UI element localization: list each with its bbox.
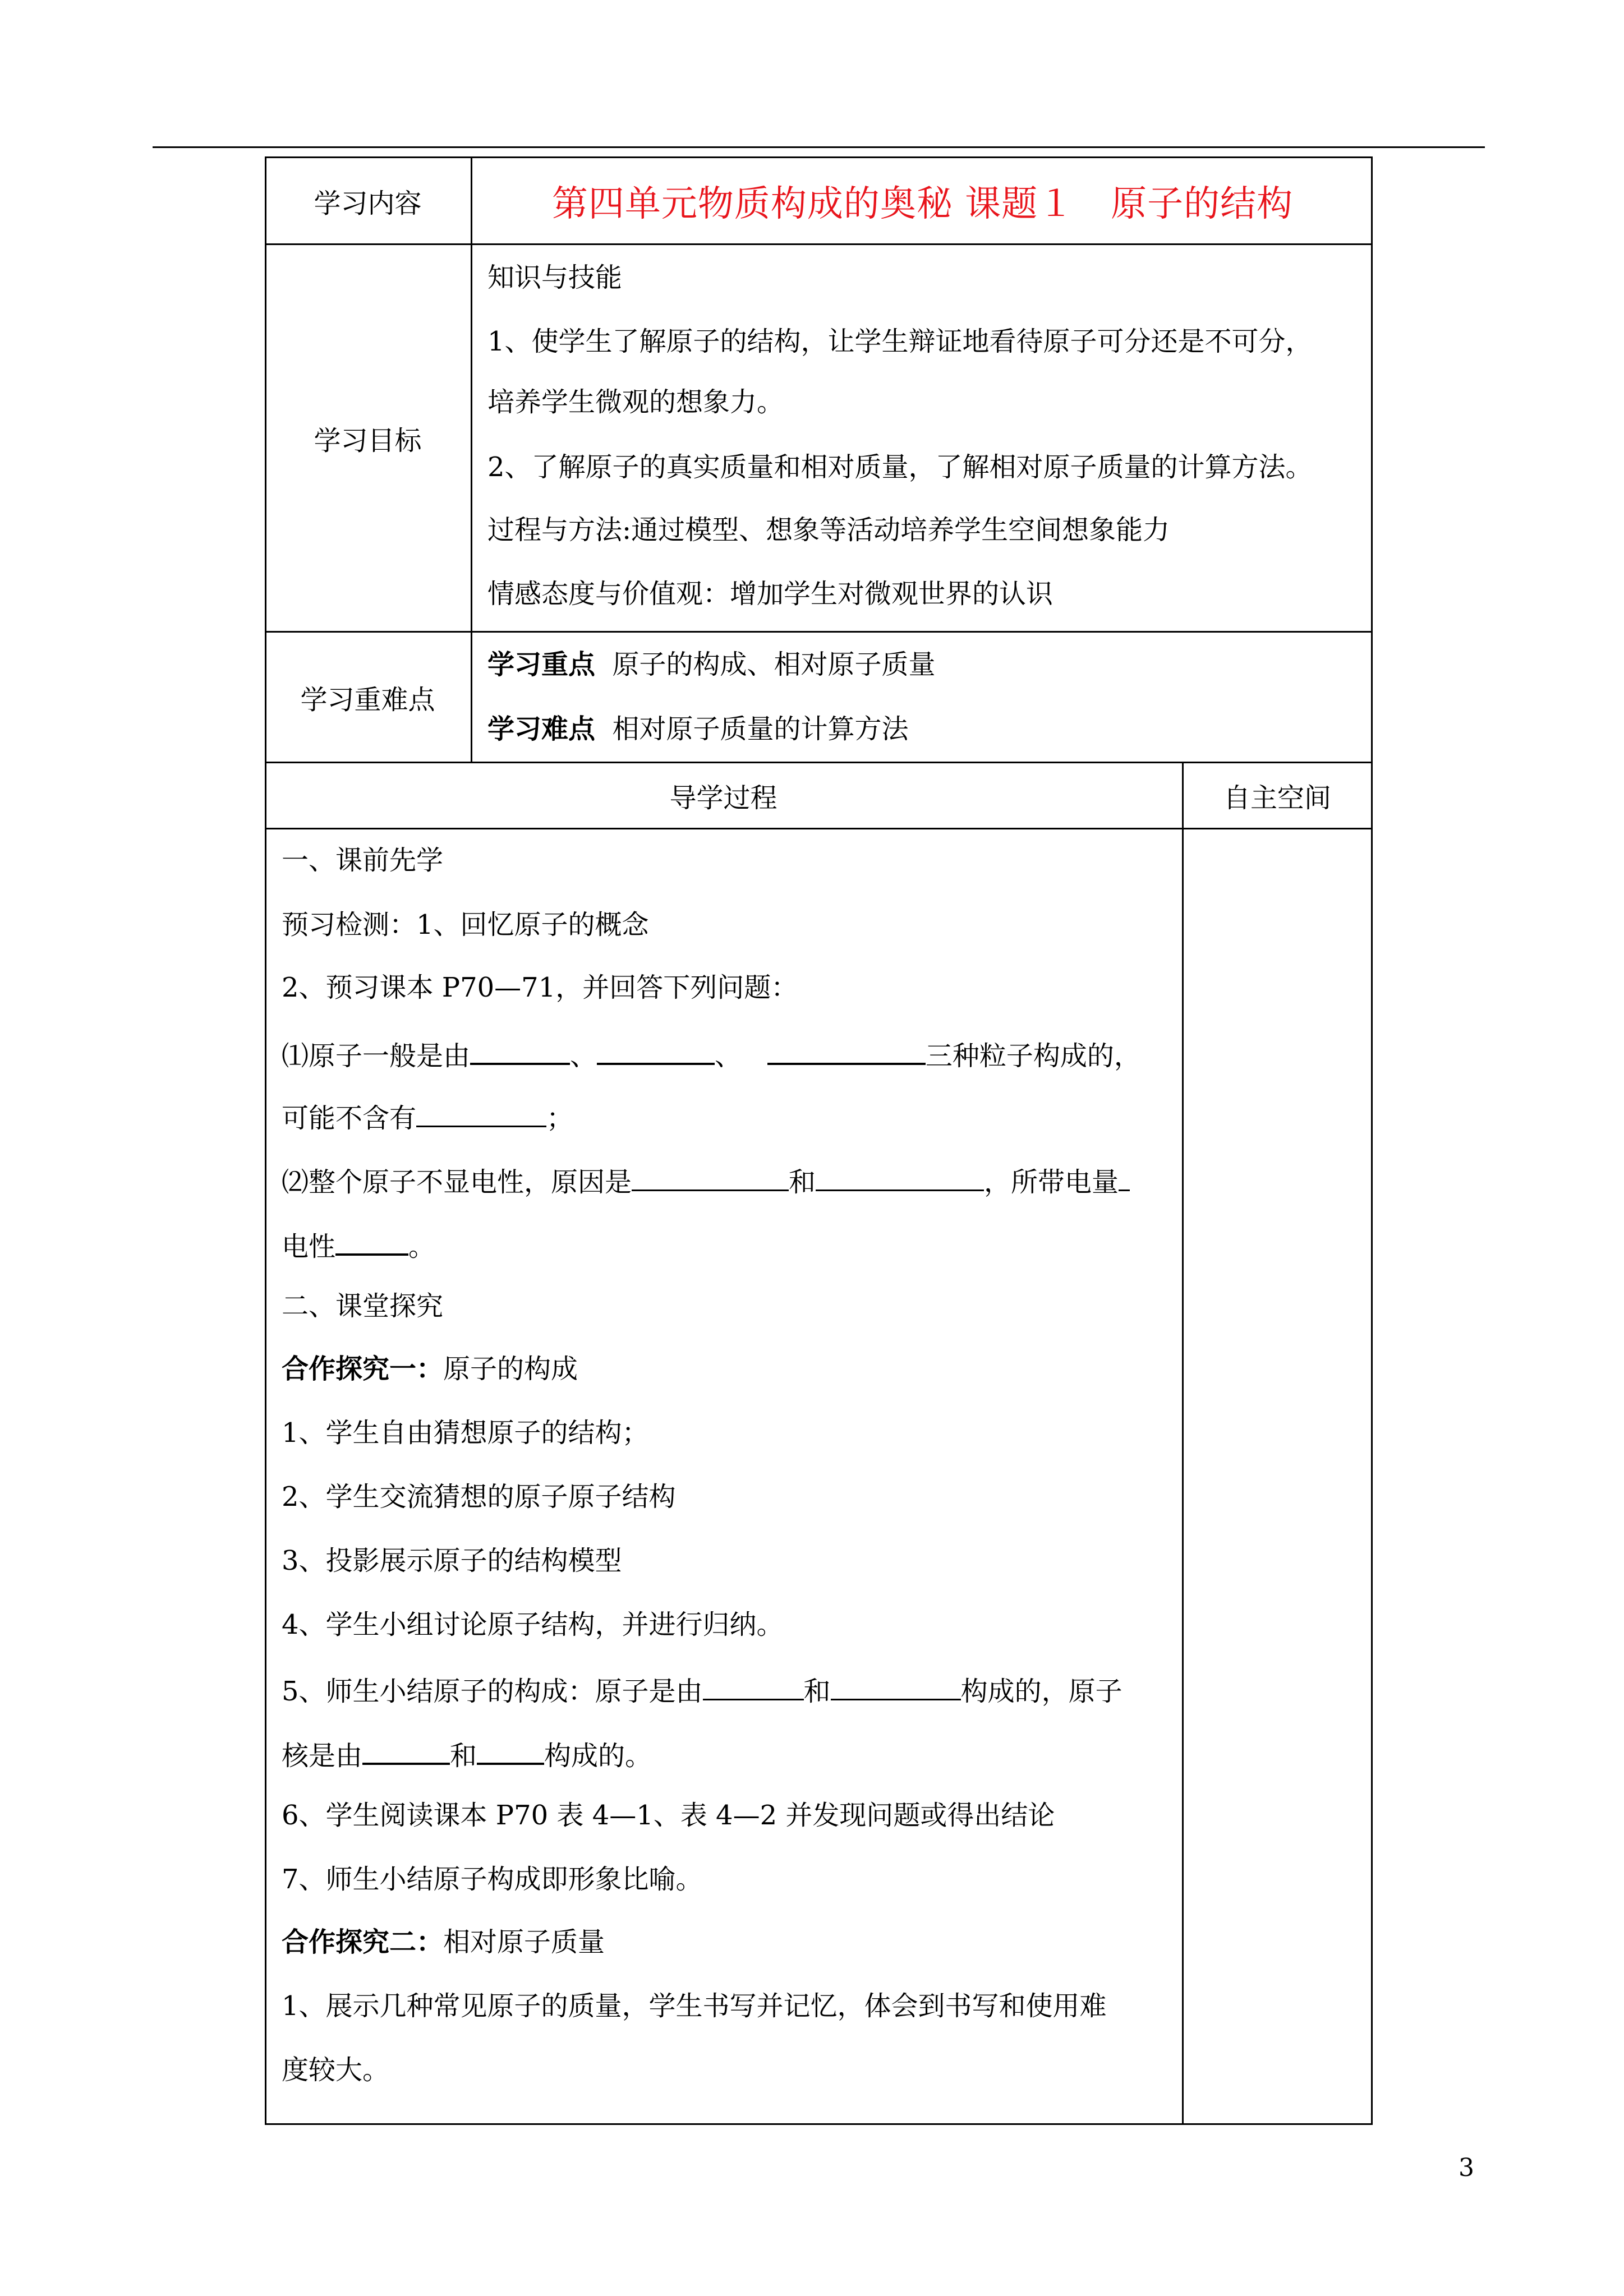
preview-question: 2、预习课本 P70—71，并回答下列问题： [282, 972, 798, 1003]
difficult-point-text: 相对原子质量的计算方法 [612, 713, 909, 745]
key-point-line [487, 648, 936, 681]
question-text: ，所带电量 [984, 1167, 1119, 1198]
explore-heading [282, 1352, 578, 1386]
answer-blank[interactable] [470, 1035, 570, 1065]
list-item [282, 1671, 1122, 1708]
question-text: 、 [715, 1040, 742, 1072]
difficult-point-label: 学习难点 [487, 713, 596, 745]
question-text: 5、师生小结原子的构成：原子是由 [282, 1676, 703, 1707]
question-text: ； [546, 1103, 574, 1134]
explore-title: 相对原子质量 [443, 1926, 605, 1958]
question-text: ⑵整个原子不显电性，原因是 [282, 1167, 632, 1198]
answer-blank[interactable] [477, 1735, 544, 1765]
explore-heading [282, 1925, 605, 1959]
objective-line: 过程与方法:通过模型、想象等活动培养学生空间想象能力 [487, 514, 1170, 546]
list-item: 2、学生交流猜想的原子原子结构 [282, 1481, 676, 1513]
question-text: 和 [789, 1167, 816, 1198]
objective-line: 1、使学生了解原子的结构，让学生辩证地看待原子可分还是不可分， [487, 326, 1313, 357]
answer-blank[interactable] [335, 1225, 408, 1256]
question-text: 电性 [282, 1231, 336, 1262]
explore-title: 原子的构成 [443, 1353, 578, 1385]
question-text: 、 [570, 1040, 597, 1072]
objectives-label: 学习目标 [314, 425, 422, 457]
difficult-point-line [487, 712, 909, 746]
question-line [282, 1098, 573, 1135]
list-item: 1、展示几种常见原子的质量，学生书写并记忆，体会到书写和使用难 [282, 1990, 1107, 2022]
page-number: 3 [1459, 2154, 1474, 2182]
question-line [282, 1225, 435, 1264]
key-points-label: 学习重难点 [300, 684, 435, 716]
list-item: 1、学生自由猜想原子的结构； [282, 1417, 649, 1449]
column-divider [1182, 762, 1184, 2125]
section-heading: 一、课前先学 [282, 845, 444, 876]
answer-blank[interactable] [831, 1671, 961, 1700]
table-border-right [1371, 156, 1373, 2125]
space-header: 自主空间 [1223, 782, 1331, 814]
list-item: 度较大。 [282, 2054, 390, 2086]
question-text: 和 [450, 1740, 477, 1772]
answer-blank[interactable] [632, 1161, 789, 1191]
explore-label: 合作探究一： [282, 1353, 444, 1385]
lesson-plan-table [265, 156, 1373, 2125]
answer-blank[interactable] [1119, 1161, 1130, 1191]
explore-label: 合作探究二： [282, 1926, 444, 1958]
objective-line: 情感态度与价值观：增加学生对微观世界的认识 [487, 578, 1053, 610]
answer-blank[interactable] [362, 1735, 450, 1765]
objective-line: 知识与技能 [487, 262, 623, 293]
question-line [282, 1035, 1141, 1073]
table-border-bottom [265, 2123, 1373, 2125]
question-text: 构成的，原子 [960, 1676, 1122, 1707]
answer-blank[interactable] [597, 1035, 715, 1065]
content-label: 学习内容 [314, 187, 422, 219]
process-header: 导学过程 [669, 782, 778, 814]
key-point-label: 学习重点 [487, 649, 596, 680]
answer-blank[interactable] [816, 1161, 984, 1191]
list-item: 3、投影展示原子的结构模型 [282, 1545, 622, 1576]
list-item [282, 1735, 652, 1773]
objective-line: 培养学生微观的想象力。 [487, 386, 784, 418]
question-text: 三种粒子构成的， [925, 1040, 1141, 1072]
question-line [282, 1161, 1130, 1199]
question-text: 核是由 [282, 1740, 363, 1772]
preview-check: 预习检测：1、回忆原子的概念 [282, 909, 649, 940]
question-text: 。 [408, 1231, 436, 1262]
header-rule [153, 146, 1485, 148]
key-point-text: 原子的构成、相对原子质量 [612, 649, 936, 680]
answer-blank[interactable] [416, 1098, 546, 1127]
row-divider [265, 828, 1373, 829]
objective-line: 2、了解原子的真实质量和相对质量，了解相对原子质量的计算方法。 [487, 451, 1313, 483]
question-text: 构成的。 [544, 1740, 652, 1772]
lesson-title: 第四单元物质构成的奥秘 课题１ 原子的结构 [551, 183, 1294, 225]
question-text: 和 [803, 1676, 831, 1707]
column-divider [471, 156, 472, 763]
question-text: 可能不含有 [282, 1103, 417, 1134]
question-text: ⑴原子一般是由 [282, 1040, 471, 1072]
answer-blank[interactable] [767, 1035, 926, 1065]
list-item: 4、学生小组讨论原子结构，并进行归纳。 [282, 1609, 784, 1640]
list-item: 7、师生小结原子构成即形象比喻。 [282, 1864, 703, 1895]
list-item: 6、学生阅读课本 P70 表 4—1、表 4—2 并发现问题或得出结论 [282, 1800, 1055, 1831]
section-heading: 二、课堂探究 [282, 1290, 444, 1322]
answer-blank[interactable] [703, 1671, 804, 1700]
